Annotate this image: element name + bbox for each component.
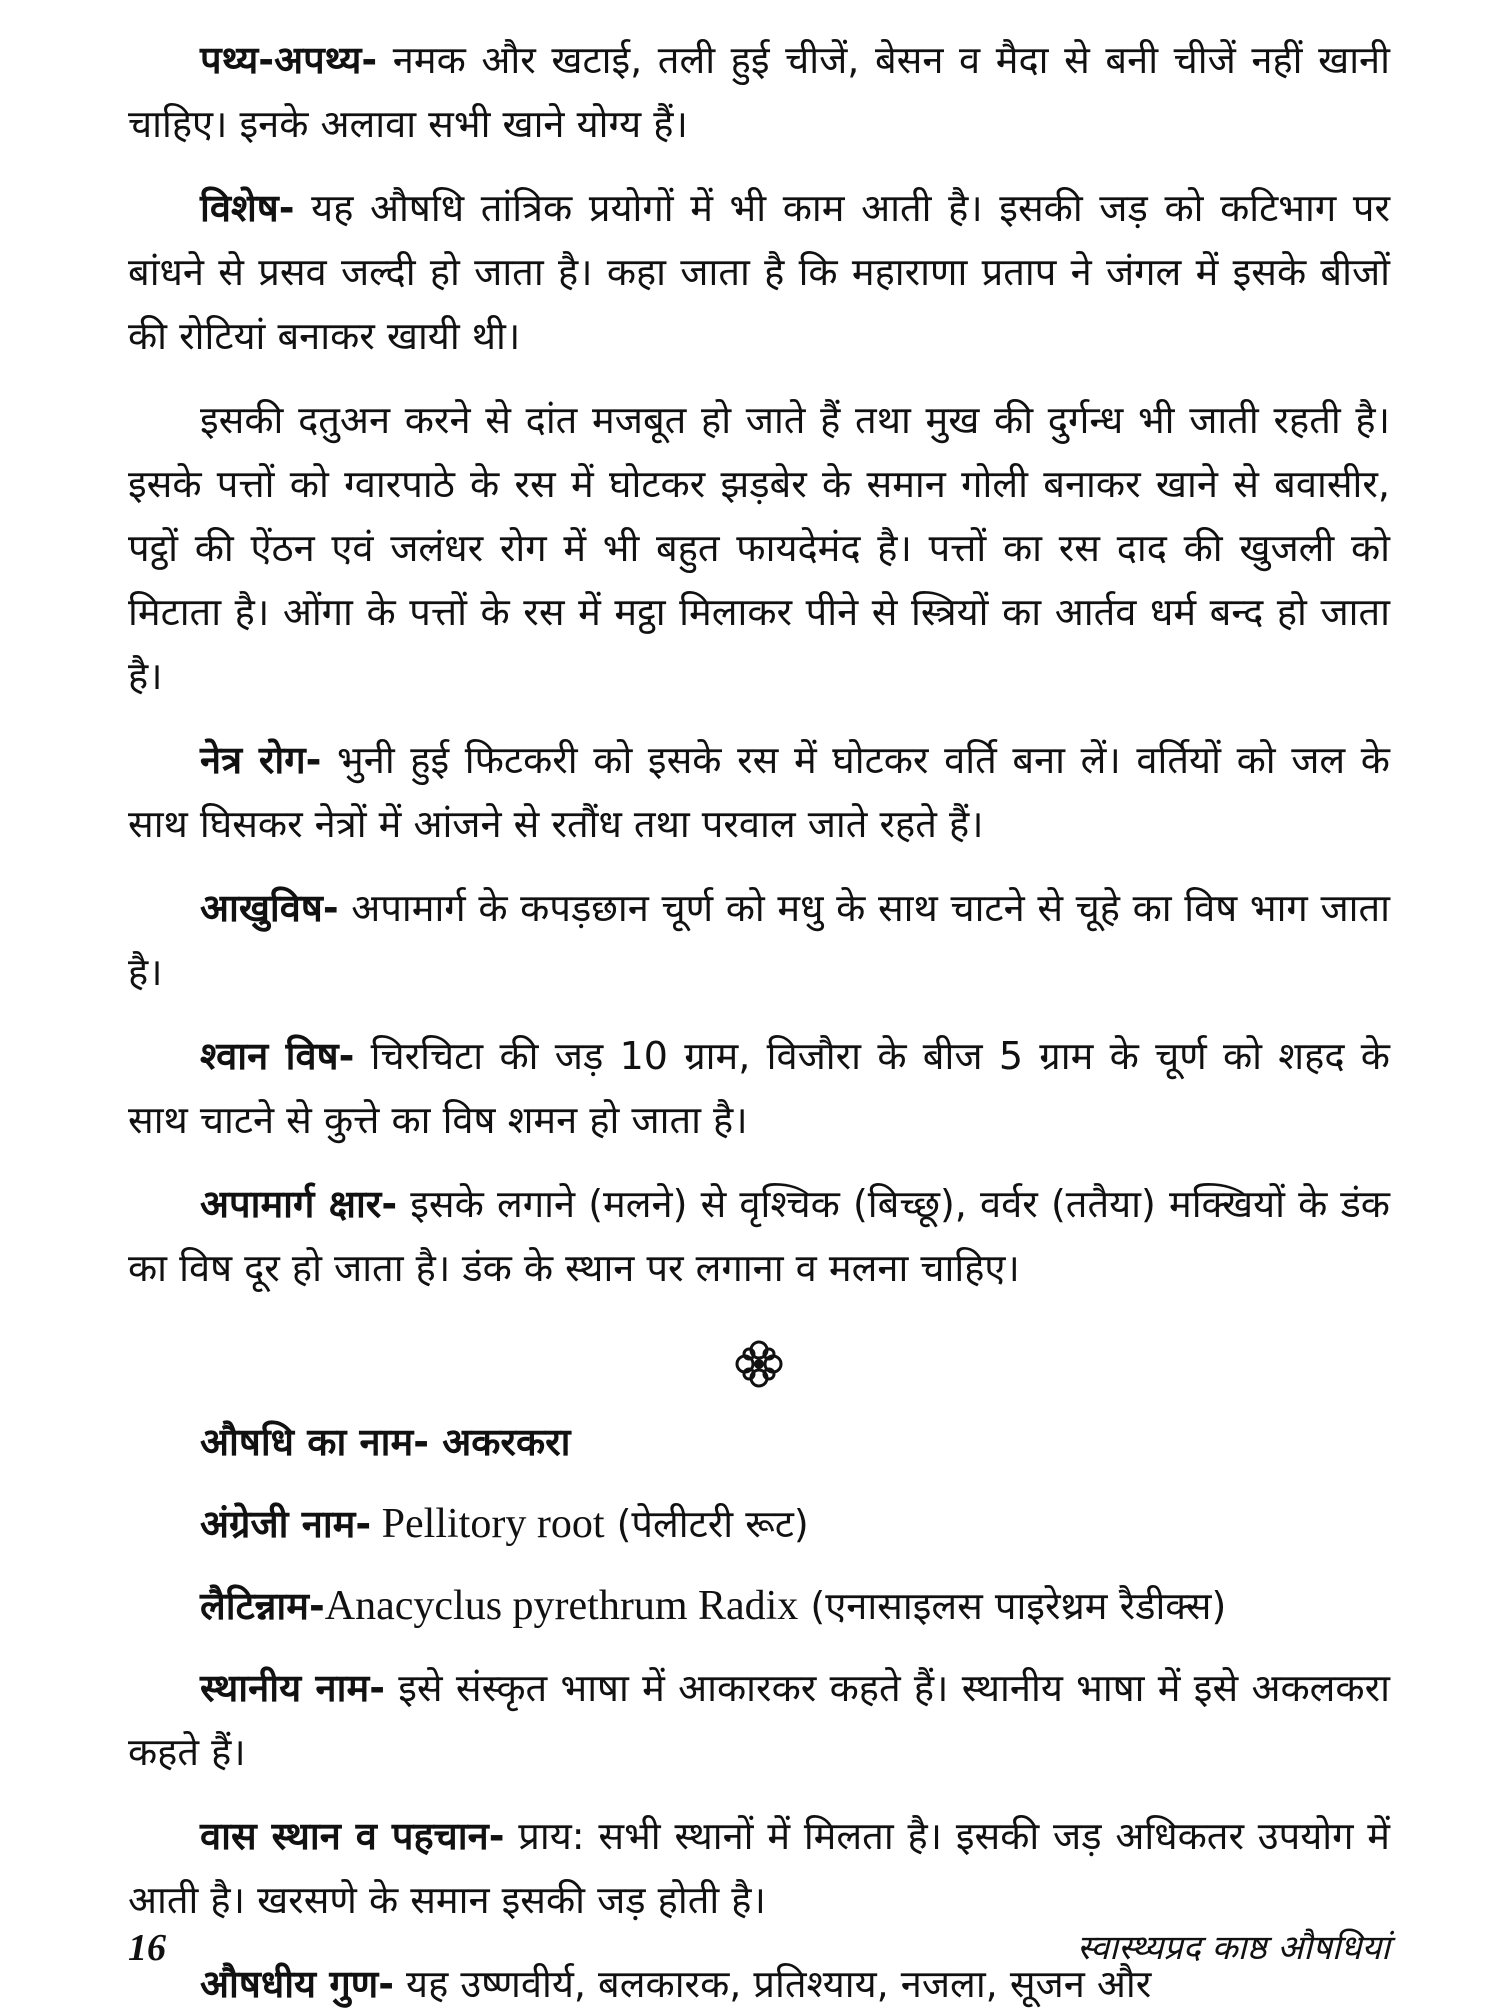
paragraph-vishesh bbox=[128, 176, 1390, 368]
herb-name-value: अकरकरा bbox=[428, 1420, 571, 1464]
paragraph-datuan bbox=[128, 388, 1390, 708]
properties-label: औषधीय गुण- bbox=[200, 1962, 394, 2006]
herb-name-label: औषधि का नाम- bbox=[200, 1420, 429, 1464]
properties-text: यह उष्णवीर्य, बलकारक, प्रतिश्याय, नजला, सूजन और bbox=[393, 1962, 1152, 2006]
english-name-line bbox=[128, 1492, 1390, 1556]
habitat-text: प्राय: सभी स्थानों में मिलता है। इसकी जड़ अधिकतर उपयोग में आती है। खरसणे के समान इसकी जड़ होती है। bbox=[128, 1814, 1391, 1922]
paragraph-pathya-apathya bbox=[128, 28, 1390, 156]
floral-ornament-icon bbox=[734, 1339, 784, 1389]
running-title: स्वास्थ्यप्रद काष्ठ औषधियां bbox=[1077, 1928, 1390, 1968]
term-akhuvish: आखुविष- bbox=[200, 886, 339, 930]
herb-name-line bbox=[128, 1410, 1390, 1474]
term-netra-rog: नेत्र रोग- bbox=[200, 738, 322, 782]
section-divider bbox=[128, 1320, 1390, 1400]
paragraph-akhuvish bbox=[128, 876, 1390, 1004]
term-vishesh: विशेष- bbox=[200, 186, 295, 230]
latin-name-line bbox=[128, 1574, 1390, 1638]
english-name-label: अंग्रेजी नाम- bbox=[200, 1502, 372, 1546]
latin-name-value: Anacyclus pyrethrum Radix bbox=[324, 1583, 799, 1629]
text-pathya-apathya: नमक और खटाई, तली हुई चीजें, बेसन व मैदा से बनी चीजें नहीं खानी चाहिए। इनके अलावा सभी खाने योग्य हैं। bbox=[128, 38, 1390, 146]
text-netra-rog: भुनी हुई फिटकरी को इसके रस में घोटकर वर्ति बना लें। वर्तियों को जल के साथ घिसकर नेत्रों में आंजने से रतौंध तथा परवाल जाते रहते हैं। bbox=[128, 738, 1390, 846]
term-pathya-apathya: पथ्य-अपथ्य- bbox=[200, 38, 378, 82]
text-shvan-vish: चिरचिटा की जड़ 10 ग्राम, विजौरा के बीज 5 ग्राम के चूर्ण को शहद के साथ चाटने से कुत्ते का विष शमन हो जाता है। bbox=[128, 1034, 1390, 1142]
latin-name-hindi: (एनासाइलस पाइरेथ्रम रैडीक्स) bbox=[798, 1584, 1227, 1628]
text-vishesh: यह औषधि तांत्रिक प्रयोगों में भी काम आती है। इसकी जड़ को कटिभाग पर बांधने से प्रसव जल्दी हो जाता है। कहा जाता है कि महाराणा प्रताप ने जंगल में इसके बीजों की रोटियां बनाकर खायी थी। bbox=[128, 186, 1390, 358]
paragraph-shvan-vish bbox=[128, 1024, 1390, 1152]
text-datuan: इसकी दतुअन करने से दांत मजबूत हो जाते हैं तथा मुख की दुर्गन्ध भी जाती रहती है। इसके पत्तों को ग्वारपाठे के रस में घोटकर झड़बेर के समान गोली बनाकर खाने से बवासीर, पट्ठों की ऐंठन एवं जलंधर रोग में भी बहुत फायदेमंद है। पत्तों का रस दाद की खुजली को मिटाता है। ओंगा के पत्तों के रस में मट्ठा मिलाकर पीने से स्त्रियों का आर्तव धर्म बन्द हो जाता है। bbox=[128, 398, 1390, 698]
page-body bbox=[128, 28, 1391, 2006]
local-name-label: स्थानीय नाम- bbox=[200, 1666, 385, 1710]
term-apamarg-kshar: अपामार्ग क्षार- bbox=[200, 1182, 398, 1226]
habitat-label: वास स्थान व पहचान- bbox=[200, 1814, 505, 1858]
latin-name-label: लैटिन्नाम- bbox=[200, 1584, 325, 1628]
habitat-paragraph bbox=[128, 1804, 1390, 1932]
paragraph-apamarg-kshar bbox=[128, 1172, 1390, 1300]
english-name-hindi: (पेलीटरी रूट) bbox=[604, 1502, 809, 1546]
local-name-text: इसे संस्कृत भाषा में आकारकर कहते हैं। स्थानीय भाषा में इसे अकलकरा कहते हैं। bbox=[128, 1666, 1390, 1774]
term-shvan-vish: श्वान विष- bbox=[200, 1034, 355, 1078]
text-akhuvish: अपामार्ग के कपड़छान चूर्ण को मधु के साथ चाटने से चूहे का विष भाग जाता है। bbox=[128, 886, 1390, 994]
page-footer bbox=[128, 1918, 1390, 1978]
local-name-paragraph bbox=[128, 1656, 1390, 1784]
page-number: 16 bbox=[128, 1927, 166, 1969]
paragraph-netra-rog bbox=[128, 728, 1390, 856]
text-apamarg-kshar: इसके लगाने (मलने) से वृश्चिक (बिच्छू), वर्वर (ततैया) मक्खियों के डंक का विष दूर हो जाता है। डंक के स्थान पर लगाना व मलना चाहिए। bbox=[128, 1182, 1390, 1290]
english-name-value: Pellitory root bbox=[371, 1501, 605, 1547]
